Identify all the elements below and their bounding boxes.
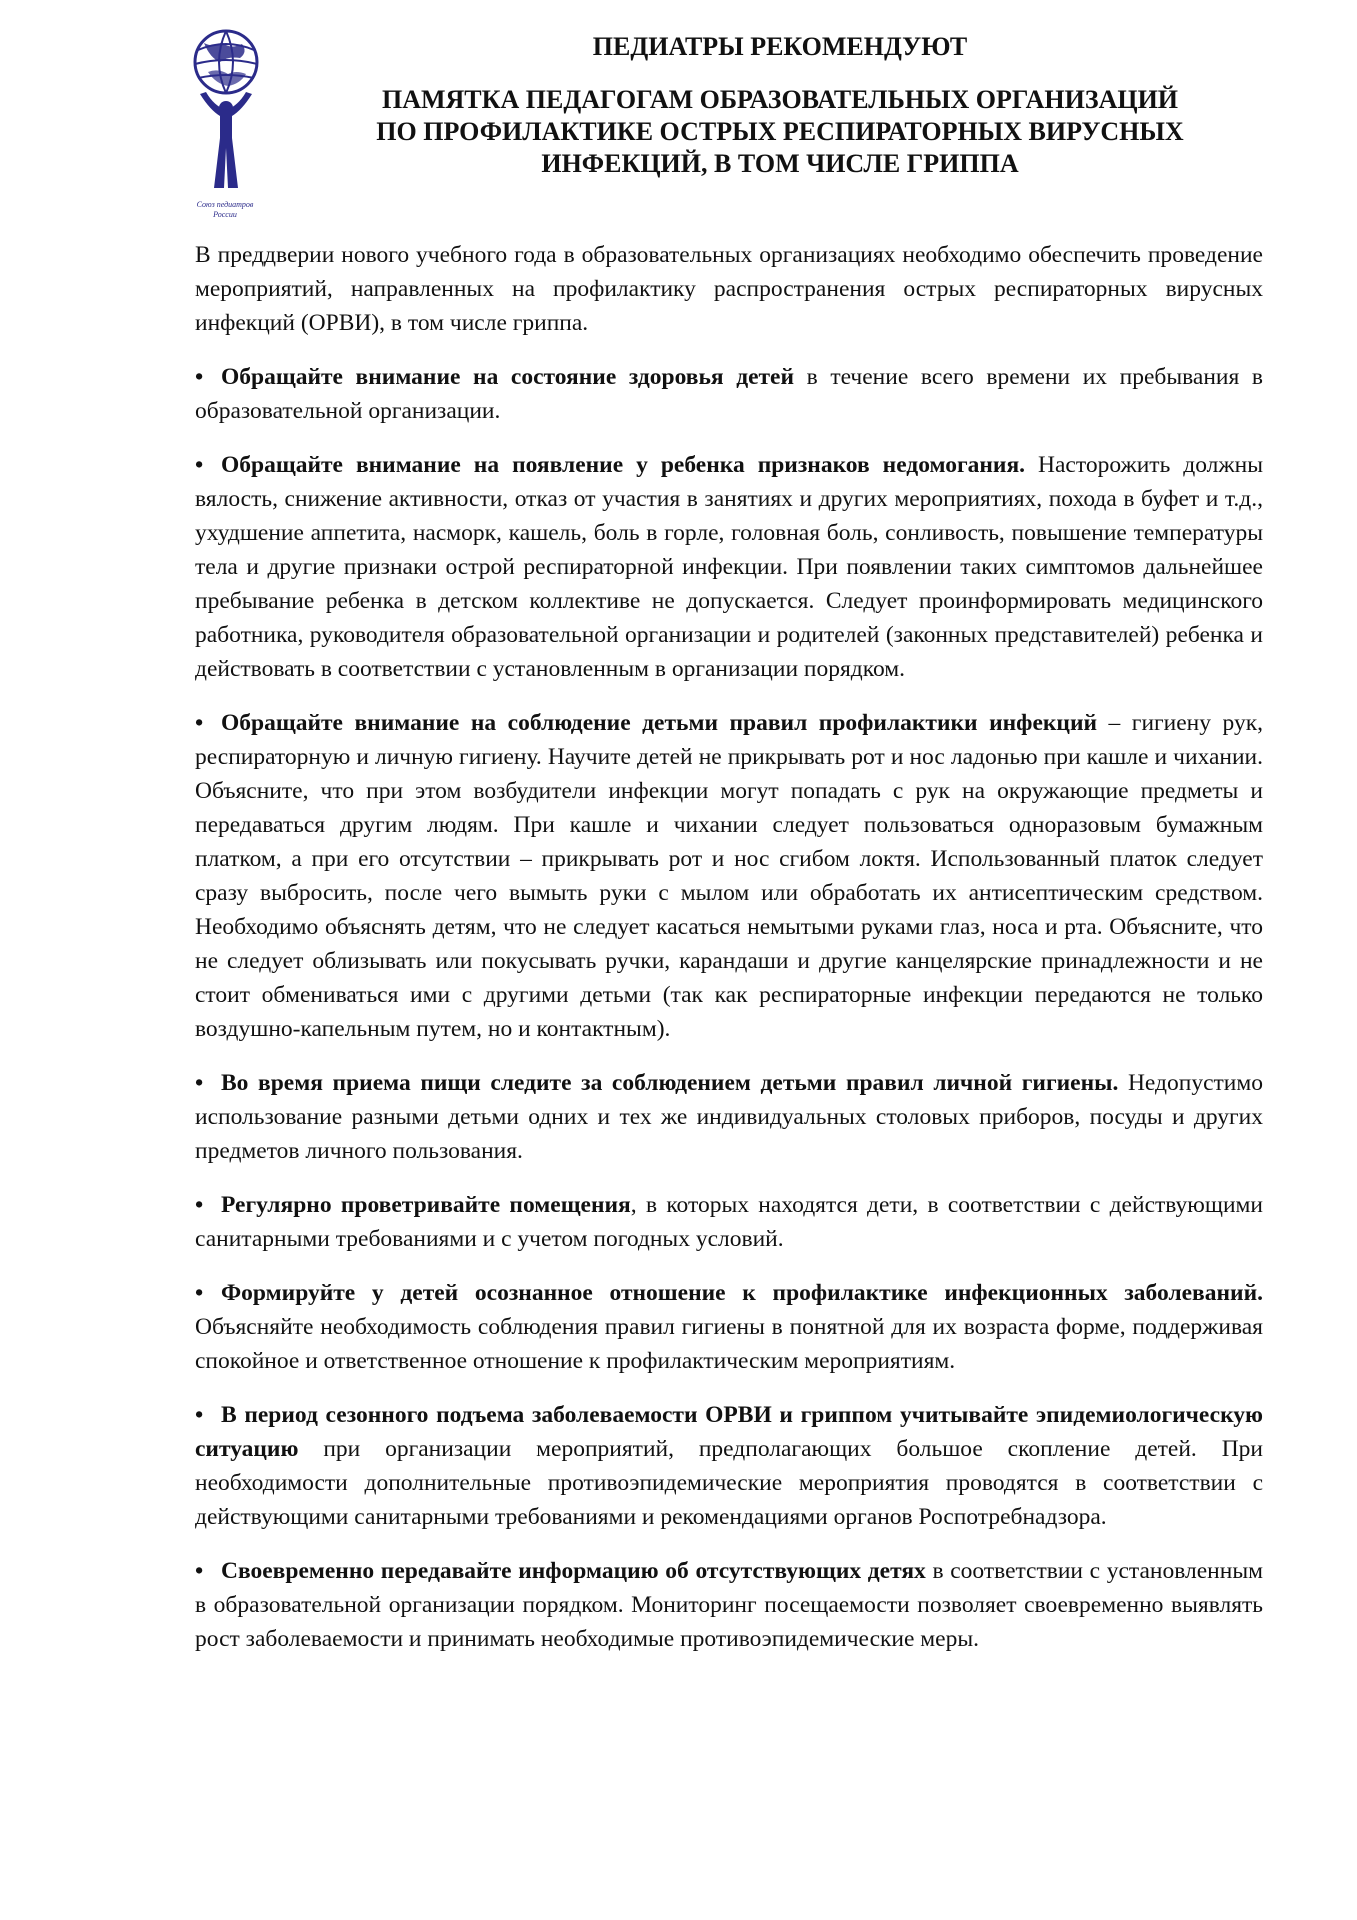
recommendation-heading: Обращайте внимание на соблюдение детьми правил профилактики инфекций <box>221 710 1098 736</box>
recommendation-heading: Обращайте внимание на появление у ребенка признаков недомогания. <box>221 452 1026 478</box>
recommendation-item <box>195 360 1263 428</box>
globe-figure-icon <box>184 28 268 203</box>
recommendation-item <box>195 1554 1263 1656</box>
recommendation-heading: Регулярно проветривайте помещения <box>221 1192 631 1218</box>
bullet-icon: • <box>195 1280 204 1306</box>
recommendation-item <box>195 706 1263 1046</box>
bullet-icon: • <box>195 710 204 736</box>
recommendation-text: , в которых находятся дети, в соответствии с действующими санитарными требованиями и с учетом погодных условий. <box>195 1192 1263 1252</box>
header-title-line-2: ПО ПРОФИЛАКТИКЕ ОСТРЫХ РЕСПИРАТОРНЫХ ВИРУСНЫХ <box>376 117 1184 146</box>
header-title-line-3: ИНФЕКЦИЙ, В ТОМ ЧИСЛЕ ГРИППА <box>541 149 1019 178</box>
bullet-icon: • <box>195 1192 204 1218</box>
header-subtitle: ПЕДИАТРЫ РЕКОМЕНДУЮТ <box>592 32 968 61</box>
recommendation-heading: В период сезонного подъема заболеваемости ОРВИ и гриппом учитывайте эпидемиологическую ситуацию <box>195 1402 1263 1462</box>
recommendation-text: в течение всего времени их пребывания в образовательной организации. <box>195 364 1263 424</box>
bullet-icon: • <box>195 452 204 478</box>
recommendation-item <box>195 1398 1263 1534</box>
recommendation-heading: Формируйте у детей осознанное отношение к профилактике инфекционных заболеваний. <box>221 1280 1263 1306</box>
recommendation-text: Недопустимо использование разными детьми одних и тех же индивидуальных столовых приборов, посуды и других предметов личного пользования. <box>195 1070 1263 1164</box>
bullet-icon: • <box>195 1402 204 1428</box>
document-header <box>300 30 1260 180</box>
recommendation-text: Объясняйте необходимость соблюдения правил гигиены в понятной для их возраста форме, поддерживая спокойное и ответственное отношение к профилактическим мероприятиям. <box>195 1314 1263 1374</box>
recommendation-item <box>195 1066 1263 1168</box>
bullet-icon: • <box>195 364 204 390</box>
recommendation-heading: Во время приема пищи следите за соблюдением детьми правил личной гигиены. <box>221 1070 1119 1096</box>
recommendation-heading: Своевременно передавайте информацию об отсутствующих детях <box>221 1558 926 1584</box>
recommendation-item <box>195 1188 1263 1256</box>
recommendation-text: – гигиену рук, респираторную и личную гигиену. Научите детей не прикрывать рот и нос ладонью при кашле и чихании. Объясните, что при этом возбудители инфекции могут попадать с рук на окружающие предметы и передаваться другим людям. При кашле и чихании следует пользоваться одноразовым бумажным платком, а при его отсутствии – прикрывать рот и нос сгибом локтя. Использованный платок следует сразу выбросить, после чего вымыть руки с мылом или обработать их антисептическим средством. Необходимо объяснять детям, что не следует касаться немытыми руками глаз, носа и рта. Объясните, что не следует облизывать или покусывать ручки, карандаши и другие канцелярские принадлежности и не стоит обмениваться ими с другими детьми (так как респираторные инфекции передаются не только воздушно-капельным путем, но и контактным). <box>195 710 1263 1042</box>
recommendation-text: Насторожить должны вялость, снижение активности, отказ от участия в занятиях и других мероприятиях, похода в буфет и т.д., ухудшение аппетита, насморк, кашель, боль в горле, головная боль, сонливость, повышение температуры тела и другие признаки острой респираторной инфекции. При появлении таких симптомов дальнейшее пребывание ребенка в детском коллективе не допускается. Следует проинформировать медицинского работника, руководителя образовательной организации и родителей (законных представителей) ребенка и действовать в соответствии с установленным в организации порядком. <box>195 452 1264 682</box>
document-body <box>195 238 1263 1676</box>
bullet-icon: • <box>195 1070 204 1096</box>
recommendation-item <box>195 1276 1263 1378</box>
recommendation-text: при организации мероприятий, предполагающих большое скопление детей. При необходимости дополнительные противоэпидемические мероприятия проводятся в соответствии с действующими санитарными требованиями и рекомендациями органов Роспотребнадзора. <box>195 1436 1263 1530</box>
logo-caption: Союз педиатров России <box>196 200 254 219</box>
recommendation-heading: Обращайте внимание на состояние здоровья детей <box>221 364 795 390</box>
recommendation-item <box>195 448 1263 686</box>
intro-paragraph: В преддверии нового учебного года в образовательных организациях необходимо обеспечить проведение мероприятий, направленных на профилактику распространения острых респираторных вирусных инфекций (ОРВИ), в том числе гриппа. <box>195 242 1263 336</box>
recommendation-text: в соответствии с установленным в образовательной организации порядком. Мониторинг посещаемости позволяет своевременно выявлять рост заболеваемости и принимать необходимые противоэпидемические меры. <box>195 1558 1263 1652</box>
header-title-line-1: ПАМЯТКА ПЕДАГОГАМ ОБРАЗОВАТЕЛЬНЫХ ОРГАНИЗАЦИЙ <box>381 85 1179 114</box>
bullet-icon: • <box>195 1558 204 1584</box>
